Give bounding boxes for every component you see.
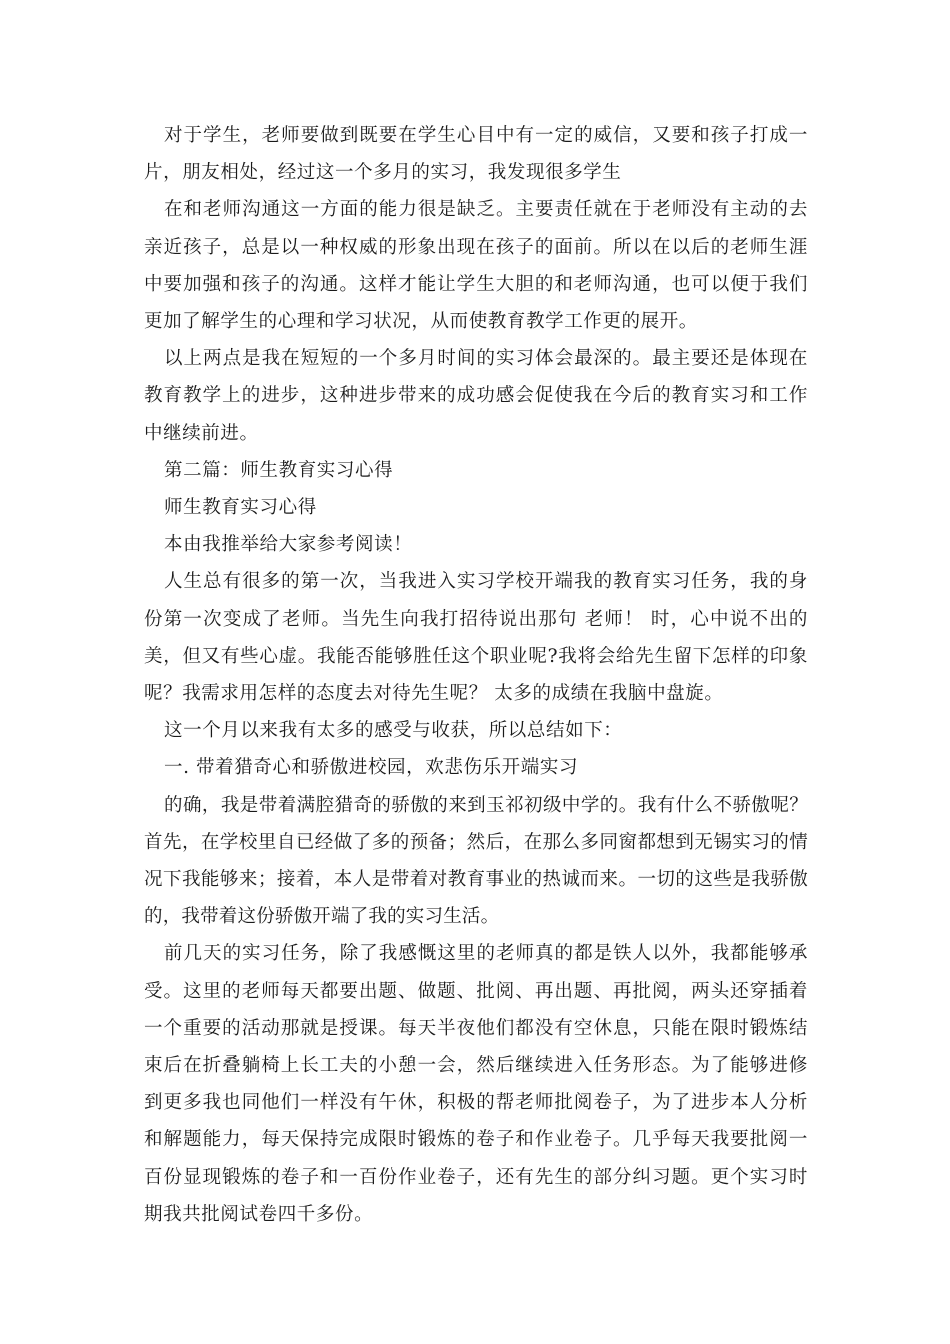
paragraph-1: 对于学生，老师要做到既要在学生心目中有一定的威信，又要和孩子打成一片，朋友相处，经过这一个多月的实习，我发现很多学生: [144, 125, 808, 184]
paragraph-6: 的确，我是带着满腔猎奇的骄傲的来到玉祁初级中学的。我有什么不骄傲呢？首先，在学校里自已经做了多的预备；然后，在那么多同窗都想到无锡实习的情况下我能够来；接着，本人是带着对教育事业的热诚而来。一切的这些是我骄傲的，我带着这份骄傲开端了我的实习生活。: [144, 794, 808, 928]
paragraph-7: 前几天的实习任务，除了我感慨这里的老师真的都是铁人以外，我都能够承受。这里的老师每天都要出题、做题、批阅、再出题、再批阅，两头还穿插着一个重要的活动那就是授课。每天半夜他们都没有空休息，只能在限时锻炼结束后在折叠躺椅上长工夫的小憩一会，然后继续进入任务形态。为了能够进修到更多我也同他们一样没有午休，积极的帮老师批阅卷子，为了进步本人分析和解题能力，每天保持完成限时锻炼的卷子和作业卷子。几乎每天我要批阅一百份显现锻炼的卷子和一百份作业卷子，还有先生的部分纠习题。更个实习时期我共批阅试卷四千多份。: [144, 943, 808, 1225]
paragraph-4: 人生总有很多的第一次，当我进入实习学校开端我的教育实习任务，我的身份第一次变成了老师。当先生向我打招待说出那句 老师！ 时，心中说不出的美，但又有些心虚。我能否能够胜任这个职业呢?我将会给先生留下怎样的印象呢？我需求用怎样的态度去对待先生呢？ 太多的成绩在我脑中盘旋。: [144, 571, 808, 705]
paragraph-recommendation: 本由我推举给大家参考阅读！: [164, 534, 413, 556]
section-heading: 第二篇：师生教育实习心得: [164, 459, 394, 481]
paragraph-3: 以上两点是我在短短的一个多月时间的实习体会最深的。最主要还是体现在教育教学上的进步，这种进步带来的成功感会促使我在今后的教育实习和工作中继续前进。: [144, 348, 808, 444]
section-title: 师生教育实习心得: [164, 497, 317, 519]
paragraph-2: 在和老师沟通这一方面的能力很是缺乏。主要责任就在于老师没有主动的去亲近孩子，总是以一种权威的形象出现在孩子的面前。所以在以后的老师生涯中要加强和孩子的沟通。这样才能让学生大胆的和老师沟通，也可以便于我们更加了解学生的心理和学习状况，从而使教育教学工作更的展开。: [144, 199, 808, 333]
subheading-1: 一. 带着猎奇心和骄傲进校园，欢悲伤乐开端实习: [164, 757, 579, 779]
document-body: [144, 117, 808, 1233]
paragraph-5: 这一个月以来我有太多的感受与收获，所以总结如下：: [164, 720, 623, 742]
